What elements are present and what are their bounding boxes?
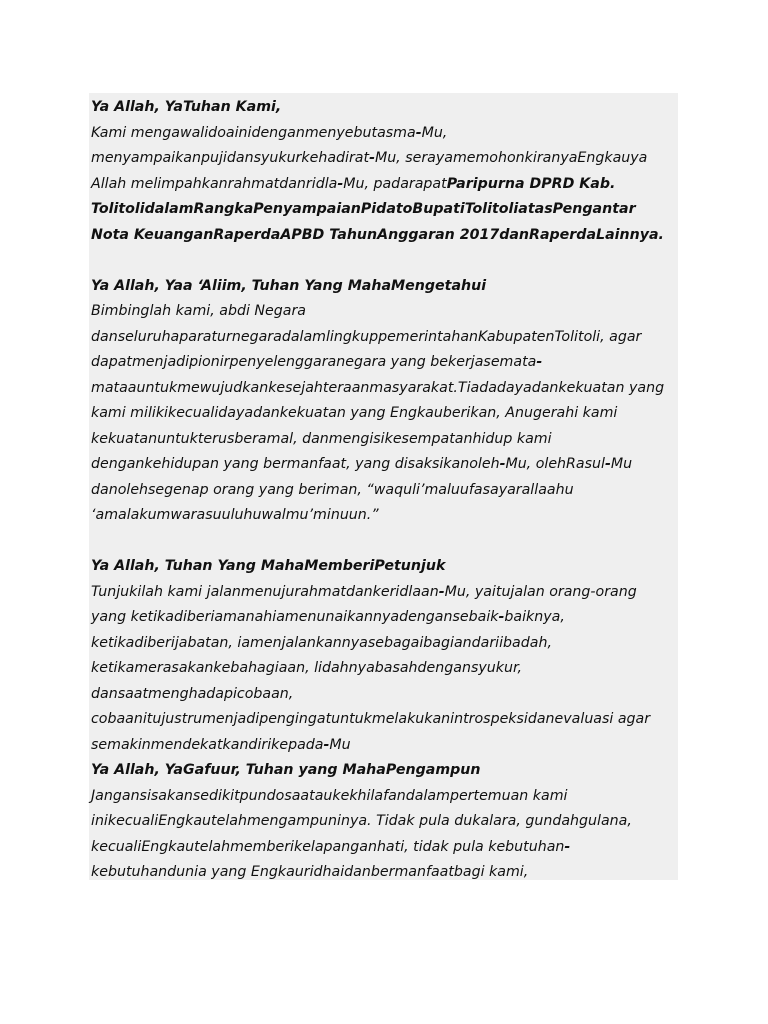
- text-line: kekuatanuntukterusberamal, danmengisikesempatanhidup kami: [91, 430, 552, 447]
- text-line: inikecualiEngkautelahmengampuninya. Tidak pula dukalara, gundahgulana,: [91, 813, 632, 829]
- text-line: dapatmenjadipionirpenyelenggaranegara yang bekerjasemata-: [91, 354, 543, 370]
- text-line: kebutuhandunia yang Engkauridhaidanbermanfaatbagi kami,: [91, 864, 529, 880]
- section-heading: Ya Allah, YaGafuur, Tuhan yang MahaPengampun: [91, 762, 481, 778]
- text-line: danseluruhaparaturnegaradalamlingkuppemerintahanKabupatenTolitoli, agar: [91, 328, 642, 345]
- text-line: dansaatmenghadapicobaan,: [91, 685, 294, 702]
- text-line: Nota KeuanganRaperdaAPBD TahunAnggaran 2017danRaperdaLainnya.: [91, 226, 664, 243]
- section-heading: Ya Allah, Yaa ‘Aliim, Tuhan Yang MahaMengetahui: [91, 277, 487, 294]
- text-line: Tunjukilah kami jalanmenujurahmatdankeridlaan-Mu, yaitujalan orang-orang: [91, 583, 637, 600]
- text-line: yang ketikadiberiamanahiamenunaikannyadengansebaik-baiknya,: [91, 609, 565, 625]
- text-line: menyampaikanpujidansyukurkehadirat-Mu, serayamemohonkiranyaEngkauya: [91, 150, 648, 166]
- text-line: Kami mengawalidoainidenganmenyebutasma-Mu,: [91, 124, 448, 141]
- document-text: [91, 95, 691, 886]
- paragraph-gap: [91, 248, 691, 274]
- paragraph-gap: [91, 529, 691, 555]
- text-line: danolehsegenap orang yang beriman, “waquli’maluufasayarallaahu: [91, 481, 574, 498]
- text-line: Bimbinglah kami, abdi Negara: [91, 303, 306, 319]
- section-heading: Ya Allah, Tuhan Yang MahaMemberiPetunjuk: [91, 558, 446, 574]
- text-line: kecualiEngkautelahmemberikelapanganhati, tidak pula kebutuhan-: [91, 838, 571, 855]
- text-line: Jangansisakansedikitpundosaataukekhilafandalampertemuan kami: [91, 787, 568, 804]
- text-line: mataauntukmewujudkankesejahteraanmasyarakat.Tiadadayadankekuatan yang: [91, 379, 665, 396]
- section-heading: Ya Allah, YaTuhan Kami,: [91, 99, 282, 115]
- text-line: ketikadiberijabatan, iamenjalankannyasebagaibagiandariibadah,: [91, 634, 552, 651]
- text-line: kami milikikecualidayadankekuatan yang Engkauberikan, Anugerahi kami: [91, 405, 618, 421]
- text-line: cobaanitujustrumenjadipengingatuntukmelakukanintrospeksidanevaluasi agar: [91, 711, 651, 727]
- text-line: TolitolidalamRangkaPenyampaianPidatoBupatiTolitoliatasPengantar: [91, 201, 636, 217]
- text-line: ketikamerasakankebahagiaan, lidahnyabasahdengansyukur,: [91, 660, 522, 676]
- text-line: Allah melimpahkanrahmatdanridla-Mu, padarapatParipurna DPRD Kab.: [91, 175, 616, 192]
- text-line: dengankehidupan yang bermanfaat, yang disaksikanoleh-Mu, olehRasul-Mu: [91, 456, 633, 472]
- text-line: ‘amalakumwarasuuluhuwalmu’minuun.”: [91, 507, 379, 523]
- text-line: semakinmendekatkandirikepada-Mu: [91, 736, 351, 753]
